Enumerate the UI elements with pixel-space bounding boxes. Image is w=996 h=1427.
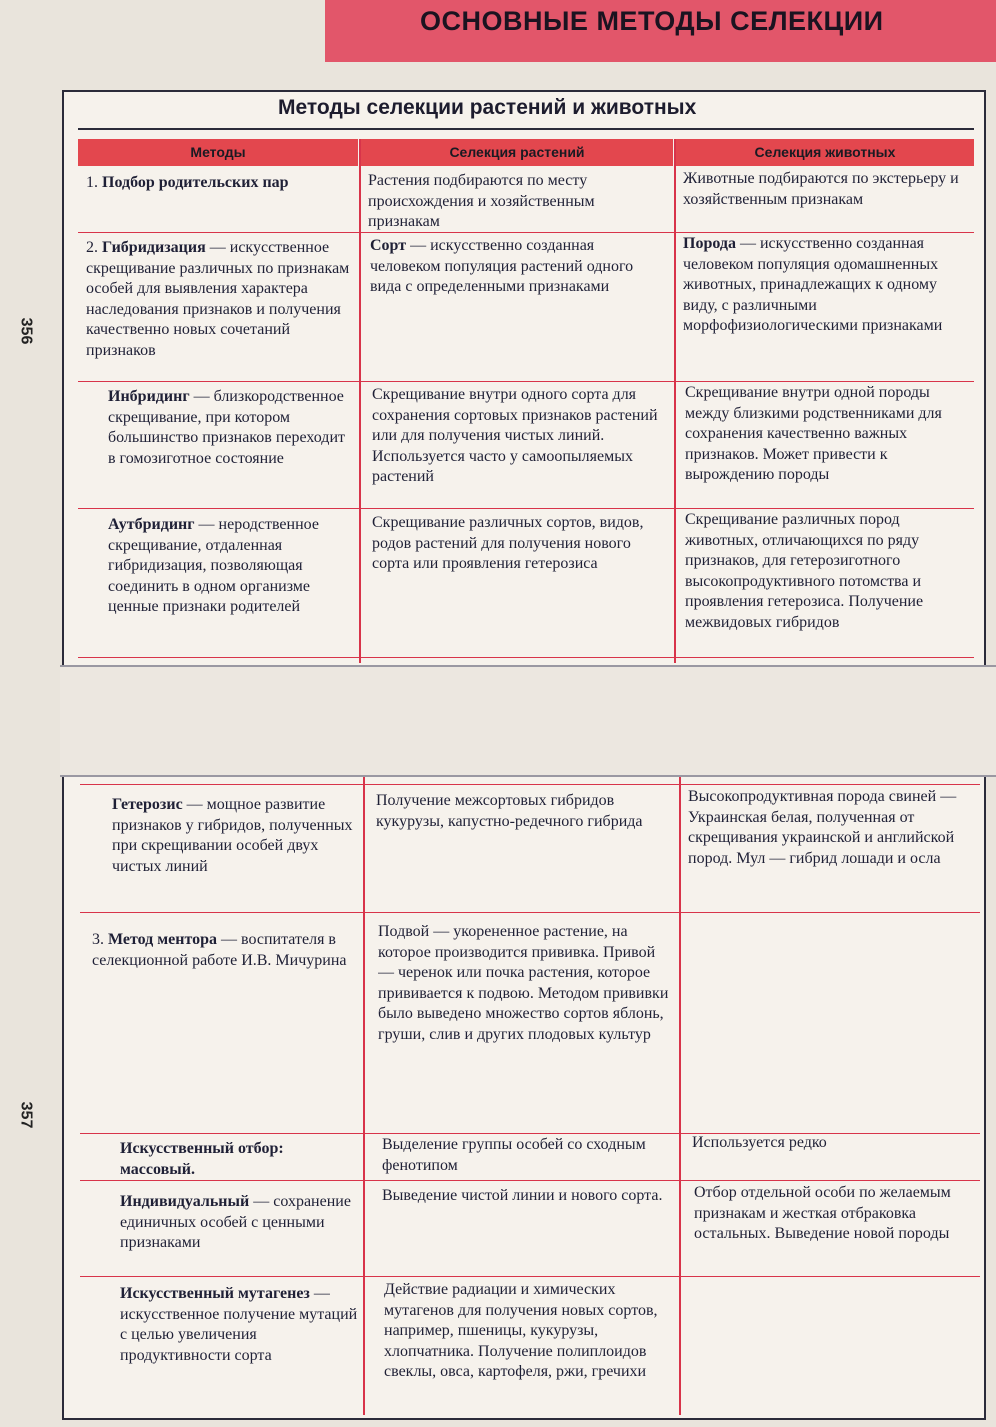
table-row-heterosis-animals: Высокопродуктивная порода свиней — Украинская белая, полученная от скрещивания украинской и английской пород. Мул — гибрид лошади и осла xyxy=(688,788,957,867)
row-divider xyxy=(78,232,974,233)
table-row-outbreeding-method: Аутбридинг — неродственное скрещивание, отдаленная гибридизация, позволяющая соединить в одном организме ценные признаки родителей xyxy=(108,516,319,615)
table-row-mentor-method: 3. Метод ментора — воспитателя в селекционной работе И.В. Мичурина xyxy=(92,931,347,969)
row-divider xyxy=(80,784,980,785)
column-divider xyxy=(363,777,365,1415)
row-divider xyxy=(80,912,980,913)
table-row-hybridization-plants: Сорт — искусственно созданная человеком популяция растений одного вида с определенными признаками xyxy=(370,237,634,295)
table-row-inbreeding-method: Инбридинг — близкородственное скрещивание, при котором большинство признаков переходит в гомозиготное состояние xyxy=(108,388,345,467)
table-row-individual-selection-plants: Выведение чистой линии и нового сорта. xyxy=(382,1187,663,1204)
table-row-parent-selection-animals: Животные подбираются по экстерьеру и хозяйственным признакам xyxy=(683,170,959,208)
title-divider xyxy=(78,128,974,130)
table-row-outbreeding-plants: Скрещивание различных сортов, видов, родов растений для получения нового сорта или проявления гетерозиса xyxy=(372,514,644,572)
column-header-plants: Селекция растений xyxy=(361,139,673,166)
table-row-mass-selection-animals: Используется редко xyxy=(692,1134,827,1151)
row-divider xyxy=(78,381,974,382)
row-divider xyxy=(80,1276,980,1277)
table-row-mutagenesis-method: Искусственный мутагенез — искусственное получение мутаций с целью увеличения продуктивности сорта xyxy=(120,1285,358,1364)
table-row-heterosis-plants: Получение межсортовых гибридов кукурузы, капустно-редечного гибрида xyxy=(376,792,643,830)
page-number-bottom: 357 xyxy=(17,1101,35,1129)
main-title: ОСНОВНЫЕ МЕТОДЫ СЕЛЕКЦИИ xyxy=(420,6,884,36)
column-divider xyxy=(679,777,681,1415)
column-divider xyxy=(674,139,676,663)
table-row-hybridization-method: 2. Гибридизация — искусственное скрещивание различных по признакам особей для выявления характера наследования признаков и получения качественно новых сочетаний признаков xyxy=(86,239,350,359)
column-divider xyxy=(359,139,361,663)
table-row-mass-selection-plants: Выделение группы особей со сходным фенотипом xyxy=(382,1136,646,1174)
table-row-inbreeding-animals: Скрещивание внутри одной породы между близкими родственниками для сохранения качественно важных признаков. Может привести к вырождению породы xyxy=(685,384,942,483)
row-divider xyxy=(78,657,974,658)
row-divider xyxy=(78,508,974,509)
column-header-methods: Методы xyxy=(78,139,358,166)
table-row-individual-selection-animals: Отбор отдельной особи по желаемым признакам и жесткая отбраковка остальных. Выведение новой породы xyxy=(694,1184,951,1242)
table-row-mutagenesis-animals xyxy=(694,1280,978,1320)
table-row-outbreeding-animals: Скрещивание различных пород животных, отличающихся по ряду признаков, для гетерозиготного высокопродуктивного потомства и проявления гетерозиса. Получение межвидовых гибридов xyxy=(685,511,924,631)
table-row-inbreeding-plants: Скрещивание внутри одного сорта для сохранения сортовых признаков растений или для получения чистых линий. Используется часто у самоопыляемых растений xyxy=(372,386,658,485)
table-row-parent-selection-method: 1. Подбор родительских пар xyxy=(86,174,289,191)
table-row-heterosis-method: Гетерозис — мощное развитие признаков у гибридов, полученных при скрещивании особей двух чистых линий xyxy=(112,796,353,875)
table-row-mutagenesis-plants: Действие радиации и химических мутагенов для получения новых сортов, например, пшеницы, кукурузы, хлопчатника. Получение полиплоидов свеклы, овса, картофеля, ржи, гречихи xyxy=(384,1281,658,1380)
table-row-mentor-plants: Подвой — укорененное растение, на которое производится прививка. Привой — черенок или почка растения, которое прививается к подвою. Методом прививки было выведено множество сортов яблонь, груши, слив и других плодовых культур xyxy=(378,923,669,1043)
table-title: Методы селекции растений и животных xyxy=(278,96,697,119)
table-row-hybridization-animals: Порода — искусственно созданная человеком популяция одомашненных животных, принадлежащих к одному виду, с различными морфофизиологическими признаками xyxy=(683,235,943,334)
column-header-animals: Селекция животных xyxy=(676,139,974,166)
table-row-parent-selection-plants: Растения подбираются по месту происхождения и хозяйственным признакам xyxy=(368,172,595,230)
page-number-top: 356 xyxy=(17,317,35,345)
table-row-individual-selection-method: Индивидуальный — сохранение единичных особей с ценными признаками xyxy=(120,1193,351,1251)
table-row-mentor-animals xyxy=(690,920,974,960)
table-row-mass-selection-method: Искусственный отбор: массовый. xyxy=(120,1140,284,1178)
page-gutter xyxy=(60,665,996,777)
